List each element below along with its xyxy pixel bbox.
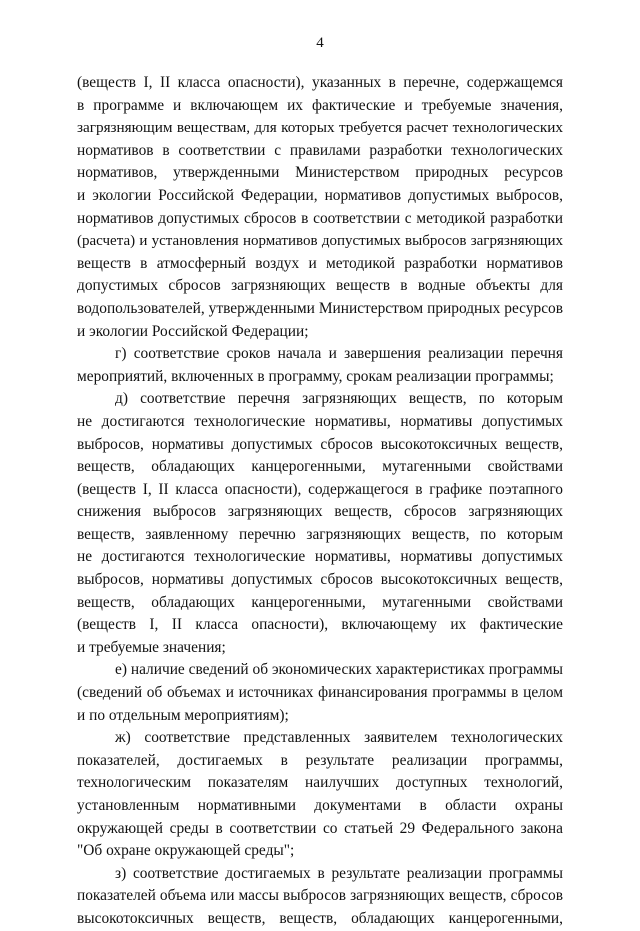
text-line: мероприятий, включенных в программу, срокам реализации программы;	[77, 367, 554, 385]
text-line: (сведений об объемах и источниках финансирования программы в целом	[77, 684, 563, 702]
text-line: нормативов, утвержденными Министерством природных ресурсов	[77, 164, 563, 182]
text-line: ж) соответствие представленных заявителем технологических	[115, 729, 563, 747]
text-line: окружающей среды в соответствии со статьей 29 Федерального закона	[77, 819, 563, 837]
text-line: д) соответствие перечня загрязняющих веществ, по которым	[115, 390, 563, 408]
text-line: и экологии Российской Федерации, нормативов допустимых выбросов,	[77, 186, 563, 204]
text-line: "Об охране окружающей среды";	[77, 842, 295, 860]
text-line: веществ, обладающих канцерогенными, мутагенными свойствами	[77, 458, 563, 476]
text-line: в программе и включающем их фактические и требуемые значения,	[77, 96, 563, 114]
text-line: (расчета) и установления нормативов допустимых выбросов загрязняющих	[77, 233, 563, 250]
text-line: выбросов, нормативы допустимых сбросов высокотоксичных веществ,	[77, 435, 563, 453]
text-line: веществ, обладающих канцерогенными, мутагенными свойствами	[77, 593, 563, 611]
text-line: не достигаются технологические нормативы, нормативы допустимых	[77, 548, 563, 566]
text-line: (веществ I, II класса опасности), указанных в перечне, содержащемся	[77, 74, 563, 91]
text-line: г) соответствие сроков начала и завершения реализации перечня	[115, 345, 563, 363]
text-line: установленным нормативными документами в области охраны	[77, 797, 563, 814]
text-line: выбросов, нормативы допустимых сбросов высокотоксичных веществ,	[77, 571, 563, 589]
text-line: (веществ I, II класса опасности), содержащегося в графике поэтапного	[77, 480, 563, 498]
text-line: и экологии Российской Федерации;	[77, 322, 309, 340]
text-line: (веществ I, II класса опасности), включающему их фактические	[77, 616, 563, 634]
text-line: нормативов в соответствии с правилами разработки технологических	[77, 141, 563, 159]
text-line: и по отдельным мероприятиям);	[77, 706, 289, 724]
text-line: высокотоксичных веществ, веществ, обладающих канцерогенными,	[77, 909, 563, 927]
text-line: загрязняющим веществам, для которых требуется расчет технологических	[77, 119, 563, 137]
text-line: допустимых сбросов загрязняющих веществ в водные объекты для	[77, 277, 563, 295]
text-line: е) наличие сведений об экономических характеристиках программы	[115, 661, 563, 679]
text-line: снижения выбросов загрязняющих веществ, сбросов загрязняющих	[77, 503, 563, 521]
text-line: технологическим показателям наилучших доступных технологий,	[77, 774, 563, 792]
text-line: веществ в атмосферный воздух и методикой разработки нормативов	[77, 254, 563, 272]
text-line: не достигаются технологические нормативы, нормативы допустимых	[77, 412, 563, 430]
document-body	[77, 72, 563, 931]
text-line: з) соответствие достигаемых в результате реализации программы	[115, 864, 563, 882]
text-line: и требуемые значения;	[77, 638, 226, 656]
text-line: веществ, заявленному перечню загрязняющих веществ, по которым	[77, 525, 563, 543]
text-line: водопользователей, утвержденными Министерством природных ресурсов	[77, 299, 563, 317]
text-line: показателей, достигаемых в результате реализации программы,	[77, 751, 563, 769]
page-number: 4	[316, 35, 324, 51]
text-line: показателей объема или массы выбросов загрязняющих веществ, сбросов	[77, 887, 563, 905]
text-line: нормативов допустимых сбросов в соответствии с методикой разработки	[77, 209, 563, 227]
